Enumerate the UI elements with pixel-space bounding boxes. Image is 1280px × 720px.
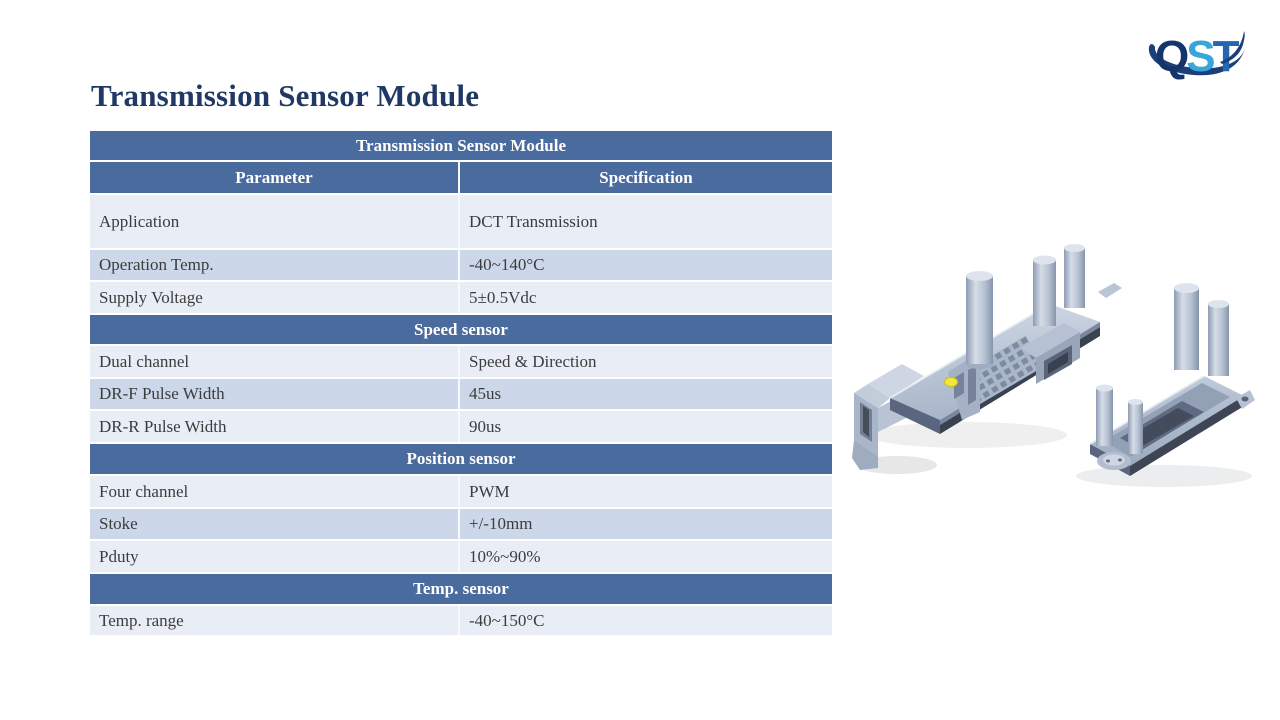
section-header-position-sensor	[90, 444, 832, 474]
table-row-stoke	[90, 509, 832, 539]
spec-table	[90, 131, 832, 637]
table-row-drr-pulse-width	[90, 411, 832, 442]
led-indicator	[945, 378, 958, 387]
table-row-pduty	[90, 541, 832, 572]
table-row-application	[90, 195, 832, 248]
spec-cell: 45us	[458, 379, 832, 409]
cylinder-tall	[966, 271, 993, 369]
param-cell: Dual channel	[90, 346, 458, 377]
column-header-parameter: Parameter	[235, 167, 313, 187]
section-header-temp-sensor	[90, 574, 832, 604]
param-cell: Application	[90, 195, 458, 248]
spec-cell: 90us	[458, 411, 832, 442]
spec-cell: -40~140°C	[458, 250, 832, 280]
param-cell: DR-R Pulse Width	[90, 411, 458, 442]
cylinder-pair-right	[1174, 283, 1229, 376]
table-row-temp-range	[90, 606, 832, 635]
spec-cell: DCT Transmission	[458, 195, 832, 248]
param-cell: Temp. range	[90, 606, 458, 635]
table-column-header-row	[90, 162, 832, 193]
table-title-row	[90, 131, 832, 160]
spec-cell: -40~150°C	[458, 606, 832, 635]
table-row-four-channel	[90, 476, 832, 507]
param-cell: Four channel	[90, 476, 458, 507]
page-title: Transmission Sensor Module	[91, 78, 480, 113]
param-cell: Pduty	[90, 541, 458, 572]
module-left	[852, 244, 1122, 474]
table-row-dual-channel	[90, 346, 832, 377]
spec-cell: PWM	[458, 476, 832, 507]
product-3d-image	[852, 230, 1257, 495]
logo-text: QST	[1155, 32, 1237, 81]
qst-logo	[1146, 20, 1248, 84]
param-cell: Operation Temp.	[90, 250, 458, 280]
spec-cell: 5±0.5Vdc	[458, 282, 832, 313]
section-header-speed-sensor	[90, 315, 832, 344]
table-row-supply-voltage	[90, 282, 832, 313]
param-cell: DR-F Pulse Width	[90, 379, 458, 409]
column-header-specification: Specification	[458, 162, 832, 193]
table-row-operation-temp	[90, 250, 832, 280]
spec-cell: 10%~90%	[458, 541, 832, 572]
table-title: Transmission Sensor Module	[355, 135, 567, 155]
spec-cell: Speed & Direction	[458, 346, 832, 377]
section-label: Speed sensor	[414, 319, 508, 339]
param-cell: Stoke	[90, 509, 458, 539]
section-label: Position sensor	[406, 449, 516, 468]
module-right	[1076, 283, 1255, 487]
spec-cell: +/-10mm	[458, 509, 832, 539]
section-label: Temp. sensor	[413, 579, 509, 598]
table-row-drf-pulse-width	[90, 379, 832, 409]
param-cell: Supply Voltage	[90, 282, 458, 313]
